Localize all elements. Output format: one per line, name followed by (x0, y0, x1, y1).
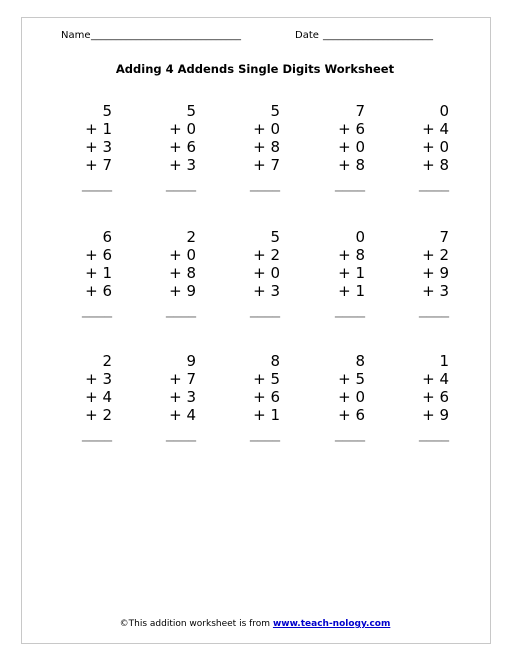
addend: + 8 (253, 138, 280, 156)
first-addend: 5 (102, 102, 112, 120)
problem-7 (156, 228, 196, 318)
first-addend: 8 (270, 352, 280, 370)
problem-1 (72, 102, 112, 192)
addend: + 8 (338, 156, 365, 174)
problem-10 (409, 228, 449, 318)
addend: + 0 (169, 246, 196, 264)
addend: + 8 (422, 156, 449, 174)
addend: + 1 (338, 264, 365, 282)
answer-line[interactable]: ____ (419, 424, 449, 442)
addend: + 9 (169, 282, 196, 300)
addend: + 6 (338, 406, 365, 424)
answer-line[interactable]: ____ (335, 424, 365, 442)
first-addend: 2 (186, 228, 196, 246)
first-addend: 7 (355, 102, 365, 120)
addend: + 5 (338, 370, 365, 388)
addend: + 5 (253, 370, 280, 388)
answer-line[interactable]: ____ (82, 424, 112, 442)
problem-3 (240, 102, 280, 192)
name-field-line: ______________________________ (91, 30, 241, 41)
addend: + 3 (253, 282, 280, 300)
addend: + 6 (253, 388, 280, 406)
addend: + 0 (253, 120, 280, 138)
addend: + 4 (85, 388, 112, 406)
addend: + 9 (422, 264, 449, 282)
answer-line[interactable]: ____ (82, 174, 112, 192)
addend: + 6 (422, 388, 449, 406)
addend: + 8 (338, 246, 365, 264)
addend: + 3 (85, 138, 112, 156)
answer-line[interactable]: ____ (166, 300, 196, 318)
answer-line[interactable]: ____ (335, 174, 365, 192)
addend: + 3 (85, 370, 112, 388)
problem-14 (325, 352, 365, 442)
addend: + 7 (169, 370, 196, 388)
addend: + 1 (253, 406, 280, 424)
addend: + 4 (422, 120, 449, 138)
answer-line[interactable]: ____ (250, 424, 280, 442)
worksheet-title: Adding 4 Addends Single Digits Worksheet (115, 62, 395, 76)
addend: + 3 (169, 388, 196, 406)
addend: + 0 (169, 120, 196, 138)
addend: + 6 (169, 138, 196, 156)
first-addend: 2 (102, 352, 112, 370)
addend: + 9 (422, 406, 449, 424)
addend: + 4 (422, 370, 449, 388)
problem-5 (409, 102, 449, 192)
problem-2 (156, 102, 196, 192)
first-addend: 5 (270, 228, 280, 246)
addend: + 0 (253, 264, 280, 282)
problem-13 (240, 352, 280, 442)
answer-line[interactable]: ____ (166, 174, 196, 192)
answer-line[interactable]: ____ (166, 424, 196, 442)
first-addend: 0 (439, 102, 449, 120)
first-addend: 1 (439, 352, 449, 370)
addend: + 3 (169, 156, 196, 174)
footer-text: ©This addition worksheet is from (119, 619, 273, 629)
addend: + 1 (85, 264, 112, 282)
problem-15 (409, 352, 449, 442)
addend: + 1 (338, 282, 365, 300)
problem-11 (72, 352, 112, 442)
first-addend: 9 (186, 352, 196, 370)
addend: + 0 (338, 138, 365, 156)
addend: + 6 (338, 120, 365, 138)
addend: + 6 (85, 282, 112, 300)
answer-line[interactable]: ____ (82, 300, 112, 318)
first-addend: 7 (439, 228, 449, 246)
footer-link[interactable]: www.teach-nology.com (272, 619, 391, 629)
problem-8 (240, 228, 280, 318)
addend: + 8 (169, 264, 196, 282)
problem-4 (325, 102, 365, 192)
addend: + 2 (253, 246, 280, 264)
addend: + 2 (85, 406, 112, 424)
first-addend: 5 (186, 102, 196, 120)
date-label: Date (295, 30, 319, 41)
answer-line[interactable]: ____ (419, 300, 449, 318)
addend: + 7 (85, 156, 112, 174)
answer-line[interactable]: ____ (335, 300, 365, 318)
first-addend: 5 (270, 102, 280, 120)
addend: + 0 (422, 138, 449, 156)
problem-12 (156, 352, 196, 442)
problem-6 (72, 228, 112, 318)
first-addend: 6 (102, 228, 112, 246)
addend: + 1 (85, 120, 112, 138)
first-addend: 8 (355, 352, 365, 370)
name-label: Name (61, 30, 91, 41)
problem-9 (325, 228, 365, 318)
addend: + 7 (253, 156, 280, 174)
date-field-line: ______________________ (323, 30, 433, 41)
addend: + 2 (422, 246, 449, 264)
addend: + 6 (85, 246, 112, 264)
footer (0, 619, 510, 629)
answer-line[interactable]: ____ (250, 300, 280, 318)
addend: + 3 (422, 282, 449, 300)
addend: + 0 (338, 388, 365, 406)
answer-line[interactable]: ____ (419, 174, 449, 192)
first-addend: 0 (355, 228, 365, 246)
addend: + 4 (169, 406, 196, 424)
answer-line[interactable]: ____ (250, 174, 280, 192)
